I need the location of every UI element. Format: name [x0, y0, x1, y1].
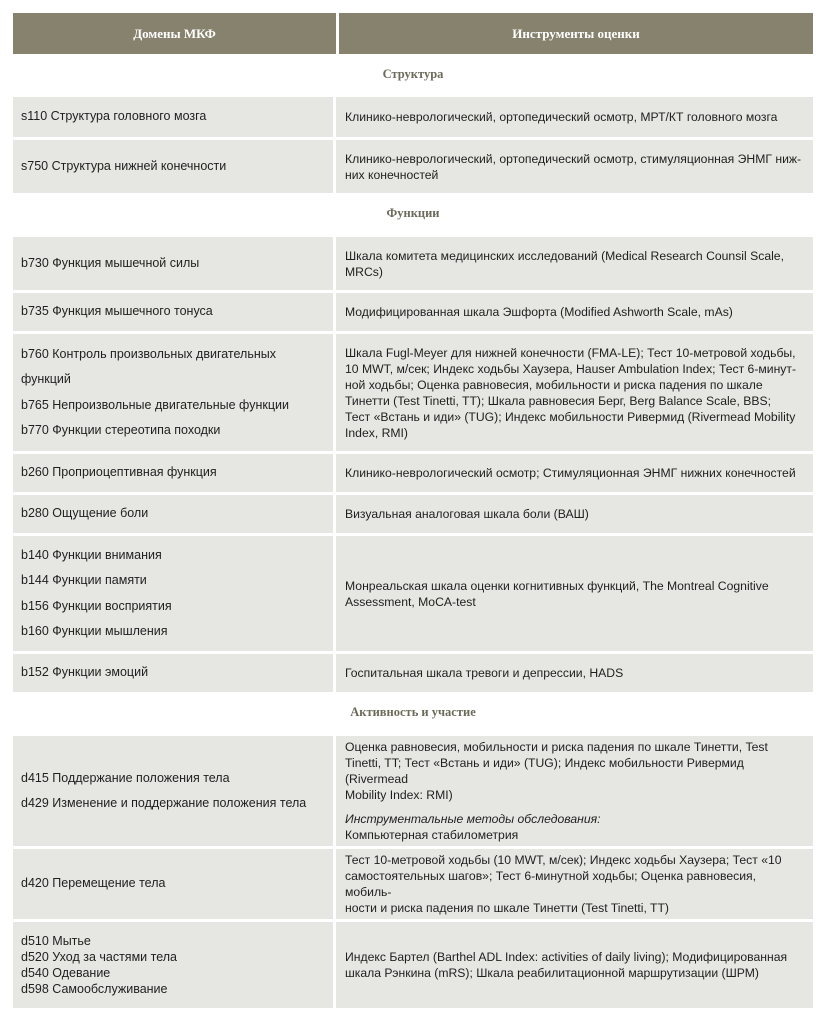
- domain-cell: [13, 495, 336, 533]
- domain-item: s750 Структура нижней конечности: [21, 158, 227, 173]
- domain-item: b140 Функции внимания: [21, 547, 162, 562]
- tool-line: Клинико-неврологический, ортопедический осмотр, МРТ/КТ головного мозга: [345, 110, 778, 124]
- domain-item: b770 Функции стереотипа походки: [21, 423, 221, 437]
- table-row: [13, 234, 813, 290]
- tool-line: MRCs): [345, 264, 383, 279]
- header-tools: Инструменты оценки: [339, 13, 813, 54]
- domain-cell: [13, 293, 336, 331]
- section-title-structure: Структура: [382, 66, 444, 81]
- table-row: [13, 919, 813, 1008]
- domain-item: d520 Уход за частями тела: [21, 950, 177, 964]
- tool-line: Клинико-неврологический осмотр; Стимуляционная ЭНМГ нижних конечностей: [345, 466, 796, 480]
- tool-line: Модифицированная шкала Эшфорта (Modified Ashworth Scale, mAs): [345, 305, 733, 319]
- domain-item: b730 Функция мышечной силы: [21, 255, 200, 270]
- tool-line: Шкала комитета медицинских исследований (Medical Research Counsil Scale,: [345, 248, 784, 263]
- table-row: [13, 137, 813, 193]
- domain-cell: [13, 97, 336, 137]
- table-row: [13, 651, 813, 692]
- domain-cell: [13, 849, 336, 919]
- header-domains: Домены МКФ: [13, 13, 336, 54]
- domain-item: b156 Функции восприятия: [21, 598, 172, 613]
- section-title-functions: Функции: [386, 206, 440, 220]
- tool-line: Визуальная аналоговая шкала боли (ВАШ): [345, 507, 589, 521]
- domain-cell: [13, 334, 336, 451]
- domain-item: b280 Ощущение боли: [21, 506, 149, 521]
- table-header: [13, 13, 813, 54]
- tool-line: Mobility Index: RMI): [345, 788, 453, 802]
- tool-line: Тест «Встань и иди» (TUG); Индекс мобильности Ривермид (Rivermead Mobility: [345, 409, 796, 424]
- domain-cell: [13, 140, 336, 193]
- tool-cell: [336, 97, 813, 137]
- tool-line: 10 MWT, м/сек; Индекс ходьбы Хаузера, Hauser Ambulation Index; Тест 6-минут-: [345, 361, 797, 376]
- domain-cell: [13, 654, 336, 692]
- table-row: [13, 733, 813, 846]
- tool-line: Клинико-неврологический, ортопедический осмотр, стимуляционная ЭНМГ ниж-: [345, 151, 802, 166]
- tool-cell: [336, 140, 813, 193]
- domain-item: d510 Мытье: [21, 934, 91, 948]
- domain-item: b152 Функции эмоций: [21, 665, 149, 680]
- tool-line: шкала Рэнкина (mRS); Шкала реабилитационной маршрутизации (ШРМ): [345, 966, 759, 980]
- domain-item: b260 Проприоцептивная функция: [21, 465, 217, 480]
- tool-cell: [336, 293, 813, 331]
- table-row: [13, 846, 813, 919]
- tool-line: ности и риска падения по шкале Тинетти (Test Tinetti, TT): [345, 901, 669, 915]
- tool-line: Тинетти (Test Tinetti, TT); Шкала равновесия Берг, Berg Balance Scale, BBS;: [345, 393, 771, 408]
- tool-line: ной ходьбы; Оценка равновесия, мобильности и риска падения по шкале: [345, 377, 763, 392]
- domain-cell: [13, 536, 336, 651]
- domain-item: s110 Структура головного мозга: [21, 109, 207, 124]
- tool-line: Tinetti, TT; Тест «Встань и иди» (TUG); Индекс мобильности Ривермид (Rivermead: [345, 756, 744, 786]
- domain-cell: [13, 736, 336, 846]
- tool-line: них конечностей: [345, 167, 439, 182]
- domain-cell: [13, 922, 336, 1008]
- table-row: [13, 94, 813, 137]
- tool-line: Госпитальная шкала тревоги и депрессии, HADS: [345, 666, 624, 680]
- tool-line: Index, RMI): [345, 425, 408, 440]
- tool-cell: [336, 922, 813, 1008]
- tool-cell: [336, 849, 813, 919]
- domain-item: d415 Поддержание положения тела: [21, 770, 230, 785]
- domain-item: d540 Одевание: [21, 966, 111, 980]
- tool-line: Тест 10-метровой ходьбы (10 MWT, м/сек); Индекс ходьбы Хаузера; Тест «10: [345, 853, 782, 867]
- tool-line: самостоятельных шагов»; Тест 6-минутной ходьбы; Оценка равновесия, мобиль-: [345, 869, 757, 899]
- icf-assessment-table: [13, 13, 813, 1008]
- table-row: [13, 533, 813, 651]
- table-row: [13, 492, 813, 533]
- tool-cell: [336, 454, 813, 492]
- tool-line: Индекс Бартел (Barthel ADL Index: activities of daily living); Модифицированная: [345, 950, 788, 964]
- table-row: [13, 290, 813, 331]
- tool-subheading: Инструментальные методы обследования:: [345, 812, 601, 826]
- domain-cell: [13, 454, 336, 492]
- domain-item: d420 Перемещение тела: [21, 876, 166, 891]
- domain-item: b760 Контроль произвольных двигательных функций: [21, 346, 276, 386]
- domain-cell: [13, 237, 336, 290]
- domain-item: b765 Непроизвольные двигательные функции: [21, 397, 289, 412]
- tool-line: Компьютерная стабилометрия: [345, 828, 519, 842]
- tool-line: Шкала Fugl-Meyer для нижней конечности (FMA-LE); Тест 10-метровой ходьбы,: [345, 345, 796, 360]
- domain-item: b160 Функции мышления: [21, 624, 168, 638]
- tool-cell: [336, 736, 813, 846]
- tool-cell: [336, 334, 813, 451]
- table-row: [13, 331, 813, 451]
- tool-cell: [336, 654, 813, 692]
- tool-line: Монреальская шкала оценки когнитивных функций, The Montreal Cognitive: [345, 578, 769, 593]
- domain-item: b735 Функция мышечного тонуса: [21, 304, 213, 319]
- tool-cell: [336, 536, 813, 651]
- domain-item: d598 Самообслуживание: [21, 982, 168, 996]
- tool-cell: [336, 237, 813, 290]
- table-row: [13, 451, 813, 492]
- tool-line: Оценка равновесия, мобильности и риска падения по шкале Тинетти, Test: [345, 740, 768, 754]
- tool-line: Assessment, MoCA-test: [345, 594, 476, 609]
- section-title-activity: Активность и участие: [350, 705, 476, 719]
- domain-item: d429 Изменение и поддержание положения тела: [21, 796, 307, 810]
- tool-cell: [336, 495, 813, 533]
- domain-item: b144 Функции памяти: [21, 573, 147, 587]
